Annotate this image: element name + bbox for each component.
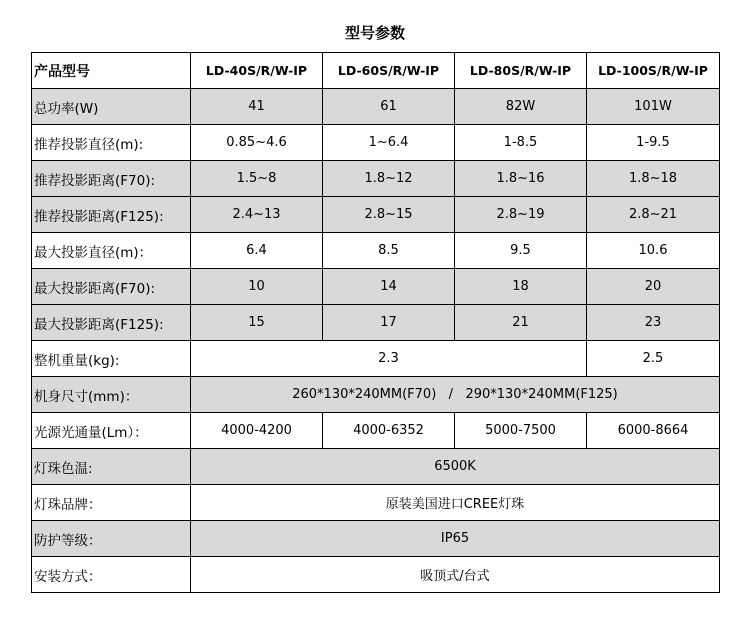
cell-value: 6.4	[191, 233, 323, 269]
cell-value: 1-8.5	[455, 125, 587, 161]
cell-value: 2.8~19	[455, 197, 587, 233]
cell-value: IP65	[191, 521, 720, 557]
cell-value: 0.85~4.6	[191, 125, 323, 161]
row-brand	[32, 485, 720, 521]
cell-value: 4000-4200	[191, 413, 323, 449]
row-protection	[32, 521, 720, 557]
cell-value: 23	[587, 305, 720, 341]
model-header: LD-60S/R/W-IP	[323, 53, 455, 89]
model-header: LD-40S/R/W-IP	[191, 53, 323, 89]
row-label: 整机重量(kg):	[32, 341, 191, 377]
row-label: 推荐投影距离(F70):	[32, 161, 191, 197]
row-label: 灯珠色温:	[32, 449, 191, 485]
cell-value: 4000-6352	[323, 413, 455, 449]
model-header: LD-80S/R/W-IP	[455, 53, 587, 89]
cell-value: 6500K	[191, 449, 720, 485]
cell-value: 260*130*240MM(F70) / 290*130*240MM(F125)	[191, 377, 720, 413]
cell-value: 2.8~21	[587, 197, 720, 233]
cell-value: 20	[587, 269, 720, 305]
row-color-temp	[32, 449, 720, 485]
row-label: 最大投影距离(F125):	[32, 305, 191, 341]
spec-table	[31, 52, 720, 593]
cell-value: 14	[323, 269, 455, 305]
row-label: 推荐投影距离(F125):	[32, 197, 191, 233]
row-label: 推荐投影直径(m):	[32, 125, 191, 161]
cell-value: 10.6	[587, 233, 720, 269]
cell-value: 1.8~16	[455, 161, 587, 197]
row-label: 安装方式：	[32, 557, 191, 593]
row-label: 防护等级：	[32, 521, 191, 557]
row-label: 总功率(W)	[32, 89, 191, 125]
table-header-row	[32, 53, 720, 89]
row-distance-f70	[32, 161, 720, 197]
page-title: 型号参数	[344, 24, 405, 42]
cell-value: 1-9.5	[587, 125, 720, 161]
cell-value: 2.8~15	[323, 197, 455, 233]
cell-value: 8.5	[323, 233, 455, 269]
row-mounting	[32, 557, 720, 593]
row-label: 机身尺寸(mm)：	[32, 377, 191, 413]
row-flux	[32, 413, 720, 449]
cell-value: 18	[455, 269, 587, 305]
cell-value: 101W	[587, 89, 720, 125]
row-label: 最大投影距离(F70):	[32, 269, 191, 305]
cell-value: 15	[191, 305, 323, 341]
cell-value: 1.5~8	[191, 161, 323, 197]
row-weight	[32, 341, 720, 377]
cell-value: 2.3	[191, 341, 587, 377]
row-max-diameter	[32, 233, 720, 269]
row-size	[32, 377, 720, 413]
cell-value: 6000-8664	[587, 413, 720, 449]
cell-value: 61	[323, 89, 455, 125]
cell-value: 21	[455, 305, 587, 341]
cell-value: 吸顶式/台式	[191, 557, 720, 593]
row-label: 光源光通量(Lm）：	[32, 413, 191, 449]
cell-value: 10	[191, 269, 323, 305]
row-diameter	[32, 125, 720, 161]
row-max-distance-f125	[32, 305, 720, 341]
row-label: 灯珠品牌：	[32, 485, 191, 521]
cell-value: 1.8~12	[323, 161, 455, 197]
cell-value: 2.4~13	[191, 197, 323, 233]
cell-value: 9.5	[455, 233, 587, 269]
cell-value: 2.5	[587, 341, 720, 377]
row-power	[32, 89, 720, 125]
cell-value: 原装美国进口CREE灯珠	[191, 485, 720, 521]
model-header: LD-100S/R/W-IP	[587, 53, 720, 89]
row-label: 最大投影直径(m)：	[32, 233, 191, 269]
cell-value: 1.8~18	[587, 161, 720, 197]
cell-value: 41	[191, 89, 323, 125]
row-max-distance-f70	[32, 269, 720, 305]
cell-value: 82W	[455, 89, 587, 125]
row-distance-f125	[32, 197, 720, 233]
cell-value: 5000-7500	[455, 413, 587, 449]
cell-value: 17	[323, 305, 455, 341]
cell-value: 1~6.4	[323, 125, 455, 161]
header-label: 产品型号	[32, 53, 191, 89]
